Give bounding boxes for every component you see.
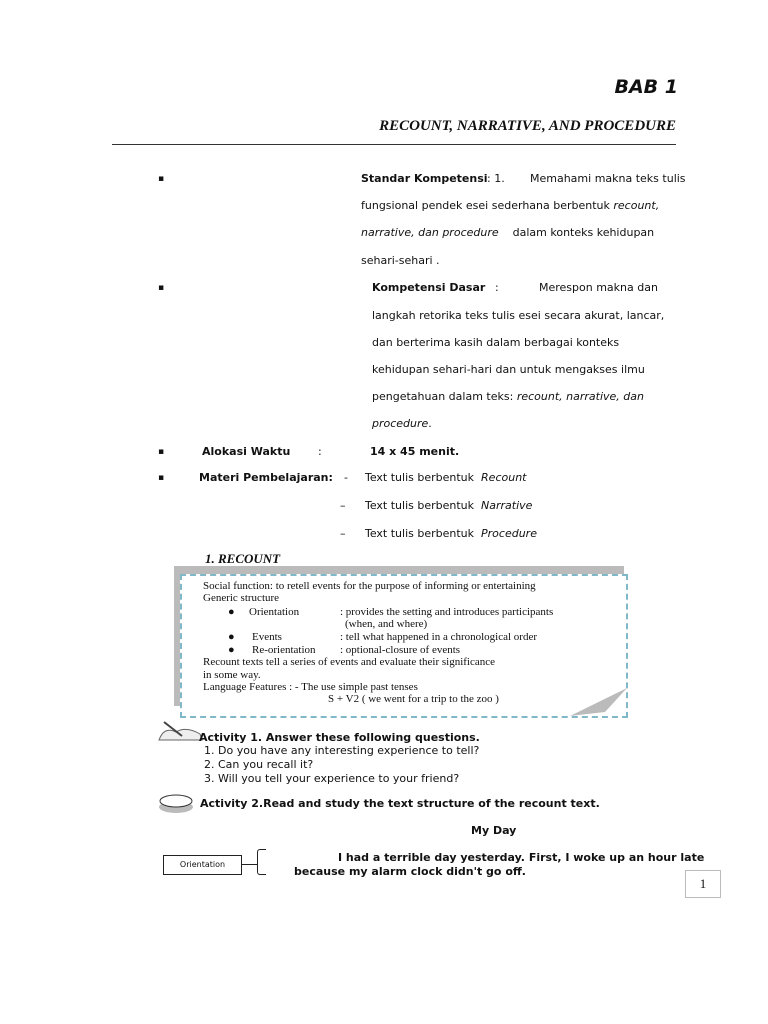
box-text: (when, and where) bbox=[345, 618, 428, 630]
question: 1. Do you have any interesting experience to tell? bbox=[204, 744, 480, 757]
aw-value: 14 x 45 menit. bbox=[370, 445, 460, 458]
mp-item: Text tulis berbentuk bbox=[365, 499, 475, 512]
sk-text: fungsional pendek esei sederhana berbentuk bbox=[361, 199, 610, 212]
dash: - bbox=[344, 471, 348, 484]
sk-text: narrative, dan procedure bbox=[361, 226, 499, 239]
page-number: 1 bbox=[685, 870, 721, 898]
sk-text: sehari-sehari . bbox=[361, 254, 440, 267]
kd-colon: : bbox=[495, 281, 499, 294]
box-text: : tell what happened in a chronological order bbox=[340, 631, 538, 643]
connector-line bbox=[241, 864, 257, 865]
bullet: ▪ bbox=[158, 174, 165, 184]
title-rule bbox=[112, 144, 676, 145]
sk-text: dalam konteks kehidupan bbox=[512, 226, 655, 239]
chapter-title: RECOUNT, NARRATIVE, AND PROCEDURE bbox=[379, 118, 676, 134]
box-text: Generic structure bbox=[203, 592, 280, 604]
chapter-label: BAB 1 bbox=[614, 76, 678, 98]
aw-label: Alokasi Waktu bbox=[202, 445, 291, 458]
dash: – bbox=[340, 527, 346, 540]
box-text: Re-orientation bbox=[252, 644, 316, 656]
box-text: Events bbox=[252, 631, 282, 643]
story-text: I had a terrible day yesterday. First, I woke up an hour late bbox=[338, 851, 705, 864]
question: 2. Can you recall it? bbox=[204, 758, 314, 771]
mp-item-type: Procedure bbox=[481, 527, 537, 540]
bullet: ▪ bbox=[158, 447, 165, 457]
sk-colon: : 1. bbox=[487, 172, 505, 185]
orientation-label-box: Orientation bbox=[163, 855, 242, 875]
mp-label: Materi Pembelajaran: bbox=[199, 471, 333, 484]
kd-text: pengetahuan dalam teks: bbox=[372, 390, 514, 403]
kd-text: procedure bbox=[372, 417, 429, 430]
box-text: Orientation bbox=[249, 606, 300, 618]
story-text: because my alarm clock didn't go off. bbox=[294, 865, 526, 878]
box-text: Language Features : - The use simple past tenses bbox=[203, 681, 418, 693]
question: 3. Will you tell your experience to your friend? bbox=[204, 772, 460, 785]
box-text: Recount texts tell a series of events and evaluate their significance bbox=[203, 656, 495, 668]
box-text: Social function: to retell events for the purpose of informing or entertaining bbox=[203, 580, 536, 592]
kd-text: kehidupan sehari-hari dan untuk mengakses ilmu bbox=[372, 363, 645, 376]
bullet: ● bbox=[228, 606, 235, 618]
aw-colon: : bbox=[318, 445, 322, 458]
mp-item: Text tulis berbentuk bbox=[365, 527, 475, 540]
sk-text: Memahami makna teks tulis bbox=[530, 172, 686, 185]
bullet: ● bbox=[228, 631, 235, 643]
story-title: My Day bbox=[471, 824, 517, 837]
mp-item-type: Recount bbox=[481, 471, 527, 484]
sk-text: recount, bbox=[613, 199, 660, 212]
sk-label: Standar Kompetensi bbox=[361, 172, 488, 185]
kd-text: Merespon makna dan bbox=[539, 281, 658, 294]
page-curl-icon bbox=[565, 688, 629, 720]
bullet: ▪ bbox=[158, 283, 165, 293]
mp-item: Text tulis berbentuk bbox=[365, 471, 475, 484]
activity-2-title: Activity 2.Read and study the text structure of the recount text. bbox=[200, 797, 600, 810]
kd-text: recount, narrative, dan bbox=[516, 390, 644, 403]
kd-text: . bbox=[428, 417, 432, 430]
section-heading: 1. RECOUNT bbox=[205, 551, 281, 566]
kd-text: langkah retorika teks tulis esei secara akurat, lancar, bbox=[372, 309, 665, 322]
box-text: in some way. bbox=[203, 669, 261, 681]
mp-item-type: Narrative bbox=[481, 499, 533, 512]
bullet: ▪ bbox=[158, 473, 165, 483]
kd-label: Kompetensi Dasar bbox=[372, 281, 486, 294]
kd-text: dan berterima kasih dalam berbagai konteks bbox=[372, 336, 620, 349]
box-text: : optional-closure of events bbox=[340, 644, 461, 656]
box-text: : provides the setting and introduces participants bbox=[340, 606, 554, 618]
dash: – bbox=[340, 499, 346, 512]
bullet: ● bbox=[228, 644, 235, 656]
activity-1-title: Activity 1. Answer these following questions. bbox=[199, 731, 480, 744]
bracket bbox=[257, 849, 266, 875]
speech-bubble-icon bbox=[156, 792, 198, 814]
box-text: S + V2 ( we went for a trip to the zoo ) bbox=[328, 693, 499, 705]
